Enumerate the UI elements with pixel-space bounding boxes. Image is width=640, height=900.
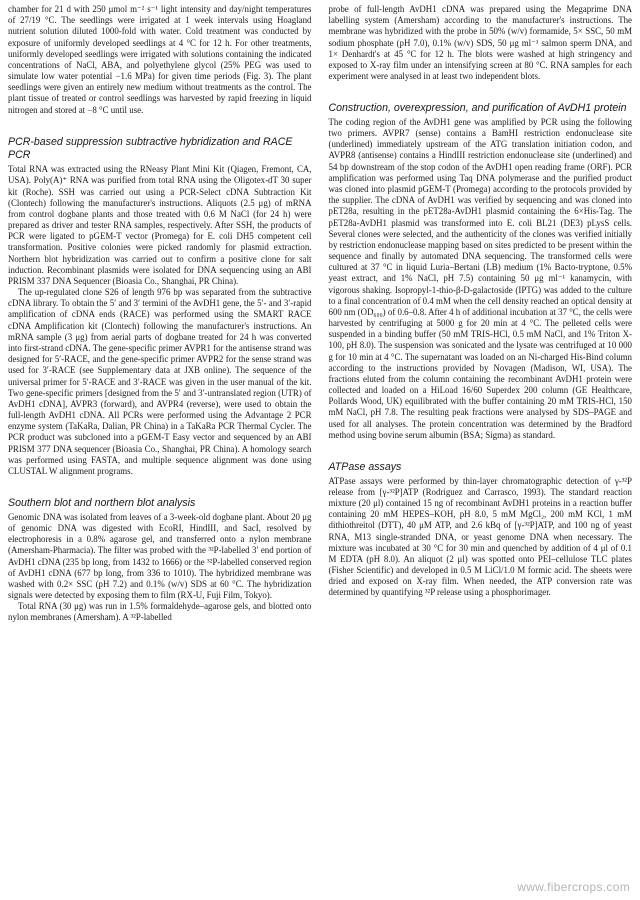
northern-blot-paragraph: Total RNA (30 μg) was run in 1.5% formaldehyde–agarose gels, and blotted onto nylon membranes (Amersham). A ³²P-labelled [8,601,312,623]
section-heading-pcr: PCR-based suppression subtractive hybridization and RACE PCR [8,135,293,162]
southern-blot-paragraph: Genomic DNA was isolated from leaves of a 3-week-old dogbane plant. About 20 μg of genomic DNA was digested with EcoRI, HindIII, and SacI, resolved by electrophoresis in a 0.8% agarose gel, and transferred onto a nylon membrane (Amersham-Pharmacia). The filter was probed with the ³²P-labelled 3′ end portion of AvDH1 cDNA (235 bp long, from 1432 to 1666) or the ³²P-labelled conserved region of AvDH1 cDNA (677 bp long, from 336 to 1010). The hybridized membrane was washed with 0.2× SSC (pH 7.2) and 0.1% (w/v) SDS at 60 °C. The hybridization signals were detected by exposing them to film (RX-U, Fuji Film, Tokyo). [8,511,312,601]
rna-extraction-paragraph: Total RNA was extracted using the RNeasy Plant Mini Kit (Qiagen, Fremont, CA, USA). Poly(A)⁺ RNA was purified from total RNA using the Oligotex-dT 30 super kit (Roche). SSH was carried out using a PCR-Select cDNA Subtraction Kit (Clontech) following the manufacturer's instructions. Aliquots (2.5 μg) of mRNA from control dogbane plants and those treated with 0.6 M NaCl (for 24 h) were prepared as driver and tester RNA samples, respectively. After SSH, the products of PCR were ligated to pGEM-T vector (Promega) for E. coli DH5 competent cell transformation. Positive colonies were picked randomly for plasmid extraction. Northern blot hybridization was carried out to confirm a positive clone for salt induction. Recombinant plasmids were isolated for DNA sequencing using an ABI PRISM 337 DNA Sequencer (Bioasia Co., Shanghai, PR China). [8,164,312,286]
section-heading-southern: Southern blot and northern blot analysis [8,497,196,510]
probe-paragraph: probe of full-length AvDH1 cDNA was prepared using the Megaprime DNA labelling system (Amersham) according to the manufacturer's instructions. The membrane was hybridized with the probe in 50% (w/v) formamide, 5× SSC, 50 mM sodium phosphate (pH 7.0), 0.1% (w/v) SDS, 50 μg ml⁻¹ salmon sperm DNA, and 1× Denhardt's at 45 °C for 12 h. The blots were washed at high stringency and exposed to X-ray film under an intensifying screen at 80 °C. RNA samples for each experiment were analysed in at least two independent blots. [328,4,632,82]
right-column [329,4,633,900]
race-paragraph: The up-regulated clone S26 of length 976 bp was separated from the subtractive cDNA library. To obtain the 5′ and 3′ termini of the AvDH1 gene, the 5′- and 3′-rapid amplification of cDNA ends (RACE) was performed using the SMART RACE cDNA Amplification kit (Clontech) following the manufacturer's instructions. An mRNA sample (3 μg) from aerial parts of dogbane treated for 24 h was converted into first-strand cDNA. The gene-specific primer AVPR1 for the antisense strand was designed for 5′-RACE, and the gene-specific primer AVPR2 for the sense strand was used for 3′-RACE (see Supplementary data at JXB online). The sequence of the universal primer for 5′-RACE and 3′-RACE was given in the user manual of the kit. Two gene-specific primers [designed from the 5′ and 3′-untranslated region (UTR) of AvDH1 cDNA], AVPR3 (forward), and AVPR4 (reverse), were used to obtain the full-length AvDH1 cDNA. All PCRs were performed using the Advantage 2 PCR enzyme system (TaKaRa, Dalian, PR China) in a TaKaRa PCR Thermal Cycler. The PCR product was subcloned into a pGEM-T Easy vector and sequenced by an ABI PRISM 377 DNA sequencer (Bioasia Co., Shanghai, PR China). A homology search was performed using FASTA, and multiple sequence alignment was done using CLUSTAL W alignment programs. [8,287,312,476]
protein-purification-paragraph: The coding region of the AvDH1 gene was amplified by PCR using the following two primers. AVPR7 (sense) contains a BamHI restriction endonuclease site (underlined) immediately upstream of the ATG translation initiation codon, and AVPR8 (antisense) contains a HindIII restriction endonuclease site (underlined) and 54 bp downstream of the stop codon of the AvDH1 open reading frame (ORF). PCR amplification was performed using Taq DNA polymerase and the purified product was cloned into plasmid pGEM-T (Promega) according to the protocols provided by the supplier. The cDNA of AvDH1 was verified by sequencing and was cloned into pET28a, resulting in the pET28a-AvDH1 plasmid containing the 6×His-Tag. The pET28a-AvDH1 plasmid was transformed into E. coli BL21 (DE3) pLysS cells. Several clones were selected, and the authenticity of the clones was verified initially by restriction endonuclease mapping based on sites predicted to be present within the sequence and finally by automated DNA sequencing. The transformed cells were cultured at 37 °C in liquid Luria–Bertani (LB) medium (1% Bacto-tryptone, 0.5% yeast extract, and 1% NaCl, pH 7.5) containing 50 μg ml⁻¹ kanamycin, with vigorous shaking. Isopropyl-1-thio-β-D-galactoside (IPTG) was added to the culture to a final concentration of 0.4 mM when the cell density reached an optical density at 600 nm (OD₆₀₀) of 0.6–0.8. After 4 h of additional incubation at 37 °C, the cells were harvested by centrifuging at 5000 g for 20 min at 4 °C. The pelleted cells were suspended in a binding buffer (50 mM TRIS-HCl, 0.5 mM NaCl, and 1% Triton X-100, pH 8.0). The suspension was sonicated and the lysate was centrifuged at 10 000 g for 10 min at 4 °C. The supernatant was loaded on an Ni-charged His-Bind column according to the instructions provided by Novagen (Madison, WI, USA). The fractions eluted from the column containing the recombinant AvDH1 protein were collected and loaded on a HiLoad 16/60 Superdex 200 column (GE Healthcare, Pollards Wood, UK) equilibrated with the buffer containing 20 mM TRIS-HCl, 150 mM NaCl, pH 7.8. The resulting peak fractions were analysed by SDS–PAGE and used for all analyses. The protein concentration was determined by the Bradford method using bovine serum albumin (BSA; Sigma) as standard. [328,116,632,440]
growth-conditions-paragraph: chamber for 21 d with 250 μmol m⁻² s⁻¹ light intensity and day/night temperatures of 27/19 °C. The seedlings were irrigated at 1 week intervals using Hoagland nutrient solution diluted 1000-fold with water. Cold treatment was conducted by exposure of uniformly developed seedlings at 4 °C for 12 h. For other treatments, uniformly developed seedlings were irrigated with solutions containing the indicated concentrations of NaCl, ABA, and polyethylene glycol (25% PEG was used to simulate low water potential −1.6 MPa) for given time periods (Fig. 3). The plant seedlings were given an entirely new medium without treatments as the control. The plant tissue of treated or control seedlings was harvested by rapid freezing in liquid nitrogen and stored at −8 °C until use. [8,4,312,115]
section-heading-construction: Construction, overexpression, and purification of AvDH1 protein [328,102,627,115]
section-heading-atpase: ATPase assays [328,460,402,473]
watermark-text: www.fibercrops.com [517,879,630,894]
atpase-paragraph: ATPase assays were performed by thin-layer chromatographic detection of γ-³²P release from [γ-³²P]ATP (Rodriguez and Carrasco, 1993). The standard reaction mixture (20 μl) contained 15 ng of recombinant AvDH1 proteins in a reaction buffer containing 20 mM HEPES–KOH, pH 8.0, 5 mM MgCl₂, 200 mM KCl, 1 mM dithiothreitol (DTT), 40 μM ATP, and 2.6 kBq of [γ-³²P]ATP, and 100 ng of yeast RNA, M13 single-stranded DNA, or yeast genome DNA when necessary. The mixture was incubated at 30 °C for 30 min and quenched by addition of 4 μl of 0.1 M EDTA (pH 8.0). An aliquot (2 μl) was spotted onto PEI–cellulose TLC plates (Fisher Scientific) and developed in 0.5 M LiCl/1.0 M formic acid. The sheets were dried and exposed on X-ray film. When needed, the ATP conversion rate was determined by quantifying ³²P release using a phosphorimager. [328,475,632,598]
left-column [8,4,312,900]
